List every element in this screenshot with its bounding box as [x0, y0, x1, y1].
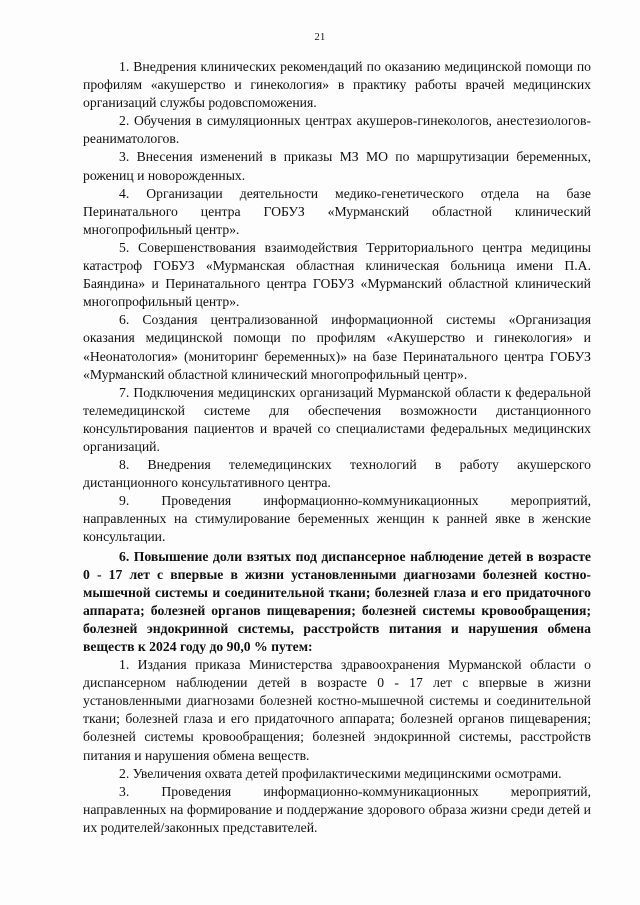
paragraph-item-9: 9. Проведения информационно-коммуникационных мероприятий, направленных на стимулирование беременных женщин к ранней явке в женские консультации.	[83, 493, 591, 545]
paragraph-item-6: 6. Создания централизованной информационной системы «Организация оказания медицинской помощи по профилям «Акушерство и гинекология» и «Неонатология» (мониторинг беременных)» на базе Перинатального центра ГОБУЗ «Мурманский областной клинический многопрофильный центр».	[83, 312, 591, 382]
paragraph-item-3: 3. Внесения изменений в приказы МЗ МО по маршрутизации беременных, рожениц и новорожденных.	[83, 149, 591, 183]
measure-item-1: 1. Издания приказа Министерства здравоохранения Мурманской области о диспансерном наблюдении детей в возрасте 0 - 17 лет с впервые в жизни установленными диагнозами болезней костно-мышечной системы и соединительной ткани; болезней глаза и его придаточного аппарата; болезней органов пищеварения; болезней системы кровообращения; болезней эндокринной системы, расстройств питания и нарушения обмена веществ.	[83, 657, 591, 763]
paragraph-item-4: 4. Организации деятельности медико-генетического отдела на базе Перинатального центра ГОБУЗ «Мурманский областной клинический многопрофильный центр».	[83, 185, 591, 237]
section-heading-goal-6: 6. Повышение доли взятых под диспансерное наблюдение детей в возрасте 0 - 17 лет с впервые в жизни установленными диагнозами болезней костно-мышечной системы и соединительной ткани; болезней глаза и его придаточного аппарата; болезней органов пищеварения; болезней системы кровообращения; болезней эндокринной системы, расстройств питания и нарушения обмена веществ к 2024 году до 90,0 % путем:	[83, 548, 591, 654]
paragraph-item-5: 5. Совершенствования взаимодействия Территориального центра медицины катастроф ГОБУЗ «Мурманская областная клиническая больница имени П.А. Баяндина» и Перинатального центра ГОБУЗ «Мурманский областной клинический многопрофильный центр».	[83, 239, 591, 310]
paragraph-item-2: 2. Обучения в симуляционных центрах акушеров-гинекологов, анестезиологов-реаниматологов.	[83, 113, 591, 147]
document-body	[83, 58, 591, 837]
measure-item-3: 3. Проведения информационно-коммуникационных мероприятий, направленных на формирование и поддержание здорового образа жизни среди детей и их родителей/законных представителей.	[83, 783, 591, 835]
measure-item-2: 2. Увеличения охвата детей профилактическими медицинскими осмотрами.	[119, 765, 562, 781]
page-number: 21	[314, 32, 326, 43]
paragraph-item-1: 1. Внедрения клинических рекомендаций по оказанию медицинской помощи по профилям «акушерство и гинекология» в практику работы врачей медицинских организаций службы родовспоможения.	[83, 59, 591, 111]
paragraph-item-8: 8. Внедрения телемедицинских технологий в работу акушерского дистанционного консультативного центра.	[83, 457, 591, 491]
paragraph-item-7: 7. Подключения медицинских организаций Мурманской области к федеральной телемедицинской системе для обеспечения возможности дистанционного консультирования пациентов и врачей со специалистами федеральных медицинских организаций.	[83, 384, 591, 454]
